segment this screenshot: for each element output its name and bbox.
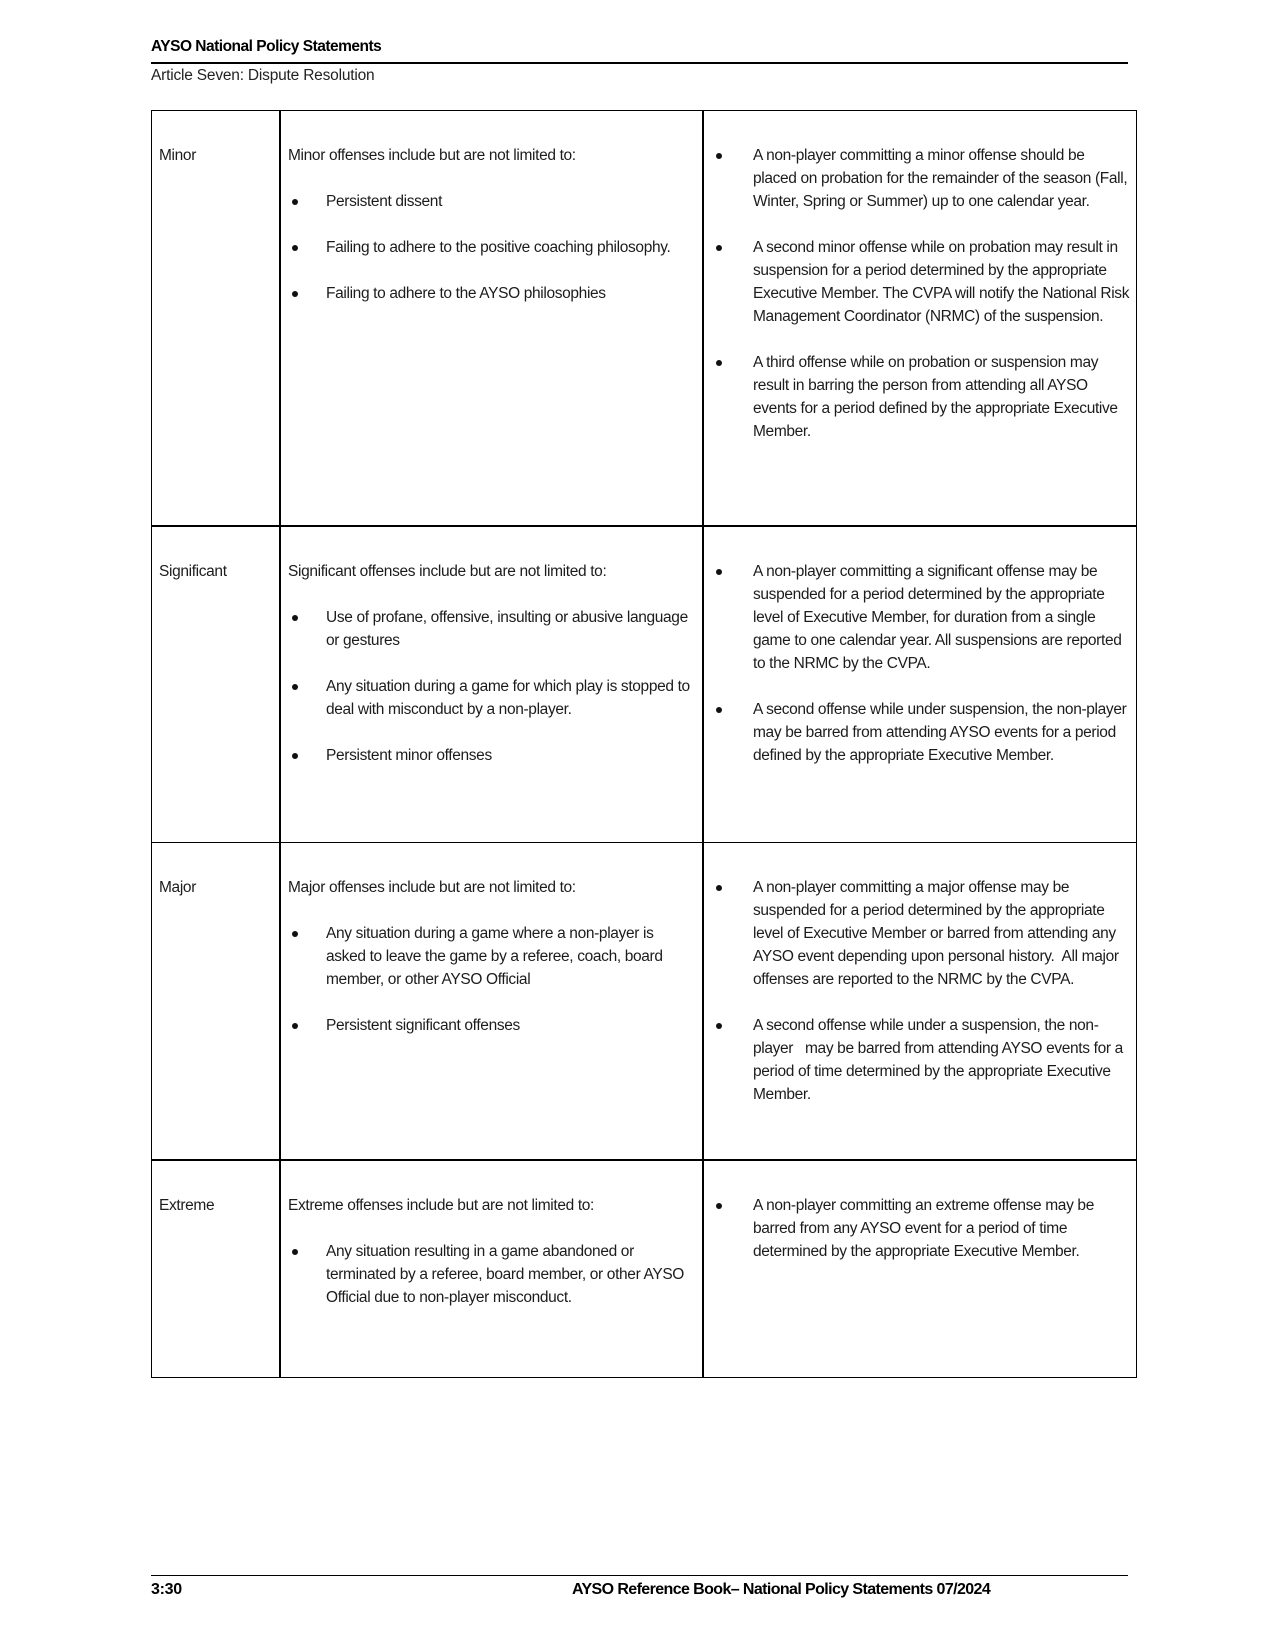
consequences-list xyxy=(714,144,1130,443)
list-item xyxy=(288,744,694,767)
bullet-icon xyxy=(716,569,722,575)
list-item-text: Any situation during a game for which play is stopped to deal with misconduct by a non-player. xyxy=(326,678,690,718)
offense-examples-list xyxy=(288,922,694,1037)
table-row-major xyxy=(152,843,1137,1161)
offense-intro: Significant offenses include but are not limited to: xyxy=(288,563,607,580)
list-item xyxy=(288,236,694,259)
bullet-icon xyxy=(292,1249,298,1255)
header-divider xyxy=(151,62,1128,64)
offense-examples-list xyxy=(288,190,694,305)
list-item-text: A second offense while under a suspension, the non-player may be barred from attending AYSO events for a period of time determined by the appropriate Executive Member. xyxy=(753,1017,1127,1103)
list-item xyxy=(714,236,1130,328)
list-item xyxy=(288,606,694,652)
list-item-text: Failing to adhere to the positive coaching philosophy. xyxy=(326,239,671,256)
list-item-text: A second minor offense while on probation may result in suspension for a period determined by the appropriate Executive Member. The CVPA will notify the National Risk Management Coordinator (NRMC) of the suspension. xyxy=(753,239,1130,325)
bullet-icon xyxy=(716,885,722,891)
list-item xyxy=(714,1014,1130,1106)
table-row-extreme xyxy=(152,1160,1137,1378)
offense-examples-cell xyxy=(280,1160,703,1378)
list-item xyxy=(714,698,1130,767)
offense-level: Extreme xyxy=(159,1197,215,1214)
offense-examples-cell xyxy=(280,111,703,527)
list-item xyxy=(714,1194,1130,1263)
list-item-text: Persistent significant offenses xyxy=(326,1017,520,1034)
list-item-text: Persistent dissent xyxy=(326,193,443,210)
offense-examples-cell xyxy=(280,843,703,1161)
offense-level: Significant xyxy=(159,563,227,580)
page-number: 3:30 xyxy=(151,1581,182,1598)
consequences-list xyxy=(714,876,1130,1106)
offense-examples-list xyxy=(288,1240,694,1309)
offense-intro: Minor offenses include but are not limited to: xyxy=(288,147,576,164)
list-item-text: Any situation during a game where a non-player is asked to leave the game by a referee, coach, board member, or other AYSO Official xyxy=(326,925,663,988)
list-item-text: A second offense while under suspension, the non-player may be barred from attending AYSO events for a period defined by the appropriate Executive Member. xyxy=(753,701,1127,764)
bullet-icon xyxy=(292,684,298,690)
list-item xyxy=(288,1014,694,1037)
list-item-text: A third offense while on probation or suspension may result in barring the person from attending all AYSO events for a period defined by the appropriate Executive Member. xyxy=(753,354,1118,440)
offense-intro: Major offenses include but are not limited to: xyxy=(288,879,576,896)
list-item xyxy=(714,560,1130,675)
offense-level: Minor xyxy=(159,147,197,164)
offense-intro: Extreme offenses include but are not limited to: xyxy=(288,1197,595,1214)
list-item-text: Failing to adhere to the AYSO philosophies xyxy=(326,285,606,302)
consequences-cell xyxy=(703,111,1137,527)
list-item-text: A non-player committing a minor offense should be placed on probation for the remainder of the season (Fall, Winter, Spring or Summer) up to one calendar year. xyxy=(753,147,1128,210)
table-row-significant xyxy=(152,526,1137,843)
consequences-cell xyxy=(703,526,1137,843)
list-item xyxy=(714,351,1130,443)
consequences-list xyxy=(714,1194,1130,1263)
list-item-text: Use of profane, offensive, insulting or abusive language or gestures xyxy=(326,609,688,649)
bullet-icon xyxy=(292,245,298,251)
offense-examples-list xyxy=(288,606,694,767)
list-item xyxy=(288,675,694,721)
list-item xyxy=(288,1240,694,1309)
list-item xyxy=(714,876,1130,991)
bullet-icon xyxy=(716,1023,722,1029)
bullet-icon xyxy=(716,1203,722,1209)
offense-examples-cell xyxy=(280,526,703,843)
consequences-cell xyxy=(703,1160,1137,1378)
list-item-text: A non-player committing an extreme offense may be barred from any AYSO event for a period of time determined by the appropriate Executive Member. xyxy=(753,1197,1094,1260)
bullet-icon xyxy=(292,1023,298,1029)
bullet-icon xyxy=(716,707,722,713)
bullet-icon xyxy=(292,931,298,937)
list-item xyxy=(714,144,1130,213)
bullet-icon xyxy=(716,360,722,366)
bullet-icon xyxy=(292,753,298,759)
offense-level-cell xyxy=(152,526,281,843)
list-item-text: A non-player committing a major offense may be suspended for a period determined by the appropriate level of Executive Member or barred from attending any AYSO event depending upon personal history. All major offenses are reported to the NRMC by the CVPA. xyxy=(753,879,1123,988)
footer-divider xyxy=(151,1575,1128,1576)
list-item-text: A non-player committing a significant offense may be suspended for a period determined by the appropriate level of Executive Member, for duration from a single game to one calendar year. All suspensions are reported to the NRMC by the CVPA. xyxy=(753,563,1122,672)
list-item xyxy=(288,282,694,305)
table-row-minor xyxy=(152,111,1137,527)
offense-table xyxy=(151,110,1137,1378)
offense-level-cell xyxy=(152,111,281,527)
document-header-subtitle: Article Seven: Dispute Resolution xyxy=(151,67,375,84)
bullet-icon xyxy=(292,291,298,297)
consequences-list xyxy=(714,560,1130,767)
list-item-text: Persistent minor offenses xyxy=(326,747,492,764)
document-header-title: AYSO National Policy Statements xyxy=(151,38,382,55)
list-item xyxy=(288,190,694,213)
list-item xyxy=(288,922,694,991)
offense-level-cell xyxy=(152,843,281,1161)
offense-level: Major xyxy=(159,879,197,896)
consequences-cell xyxy=(703,843,1137,1161)
offense-level-cell xyxy=(152,1160,281,1378)
footer-book-title: AYSO Reference Book– National Policy Statements 07/2024 xyxy=(572,1581,991,1598)
bullet-icon xyxy=(716,245,722,251)
list-item-text: Any situation resulting in a game abandoned or terminated by a referee, board member, or other AYSO Official due to non-player misconduct. xyxy=(326,1243,685,1306)
bullet-icon xyxy=(292,199,298,205)
bullet-icon xyxy=(292,615,298,621)
bullet-icon xyxy=(716,153,722,159)
